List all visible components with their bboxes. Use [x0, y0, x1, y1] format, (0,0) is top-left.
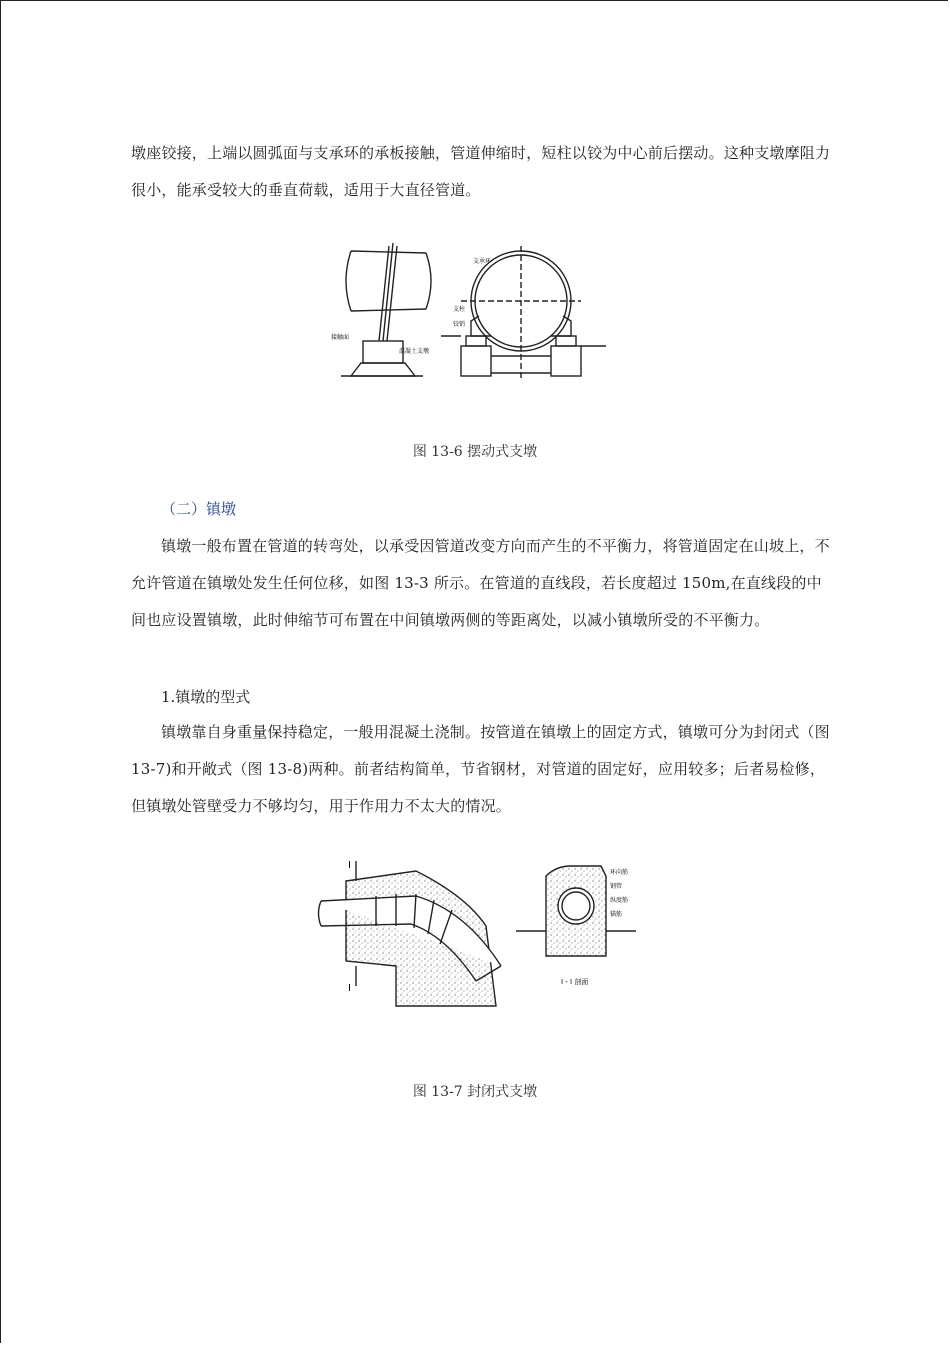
- fig1-label-3: 接触面: [331, 334, 350, 341]
- fig2-label-3: 锚筋: [610, 911, 623, 918]
- fig2-section-caption: I - I 剖面: [561, 978, 589, 986]
- fig2-label-1: 钢管: [610, 883, 623, 890]
- paragraph-1: 墩座铰接，上端以圆弧面与支承环的承板接触，管道伸缩时，短柱以铰为中心前后摆动。这种支墩摩阻力很小，能承受较大的垂直荷载，适用于大直径管道。: [131, 144, 831, 199]
- fig2-label-0: 环向筋: [610, 869, 629, 876]
- fig1-label-2: 铰销: [453, 321, 466, 328]
- fig2-section-mark-top: I: [348, 860, 351, 871]
- fig2-label-2: 纵度筋: [610, 897, 629, 904]
- figure-13-7-closed-anchor-block: [316, 856, 656, 1016]
- fig2-section-mark-bottom: I: [348, 983, 351, 994]
- figure-13-7-caption: 图 13-7 封闭式支墩: [412, 1084, 538, 1100]
- subsection-heading: 1.镇墩的型式: [161, 688, 251, 706]
- section-heading: （二）镇墩: [161, 500, 237, 518]
- figure-13-6-caption: 图 13-6 摆动式支墩: [412, 444, 538, 460]
- fig1-label-1: 支柱: [453, 306, 466, 313]
- fig1-label-0: 支承环: [473, 258, 492, 265]
- figure-13-6-swing-support: [331, 241, 621, 401]
- paragraph-2: 镇墩一般布置在管道的转弯处，以承受因管道改变方向而产生的不平衡力，将管道固定在山坡上，不允许管道在镇墩处发生任何位移，如图 13-3 所示。在管道的直线段，若长度超过 150m,在直线段的中间也应设置镇墩，此时伸缩节可布置在中间镇墩两侧的等距离处，以减小镇墩所受的不平衡力。: [131, 537, 830, 629]
- paragraph-3: 镇墩靠自身重量保持稳定，一般用混凝土浇制。按管道在镇墩上的固定方式，镇墩可分为封闭式（图 13-7)和开敞式（图 13-8)两种。前者结构简单，节省钢材，对管道的固定好，应用较多；后者易检修，但镇墩处管壁受力不够均匀，用于作用力不太大的情况。: [131, 723, 830, 815]
- fig1-label-4: 混凝土支墩: [399, 348, 430, 355]
